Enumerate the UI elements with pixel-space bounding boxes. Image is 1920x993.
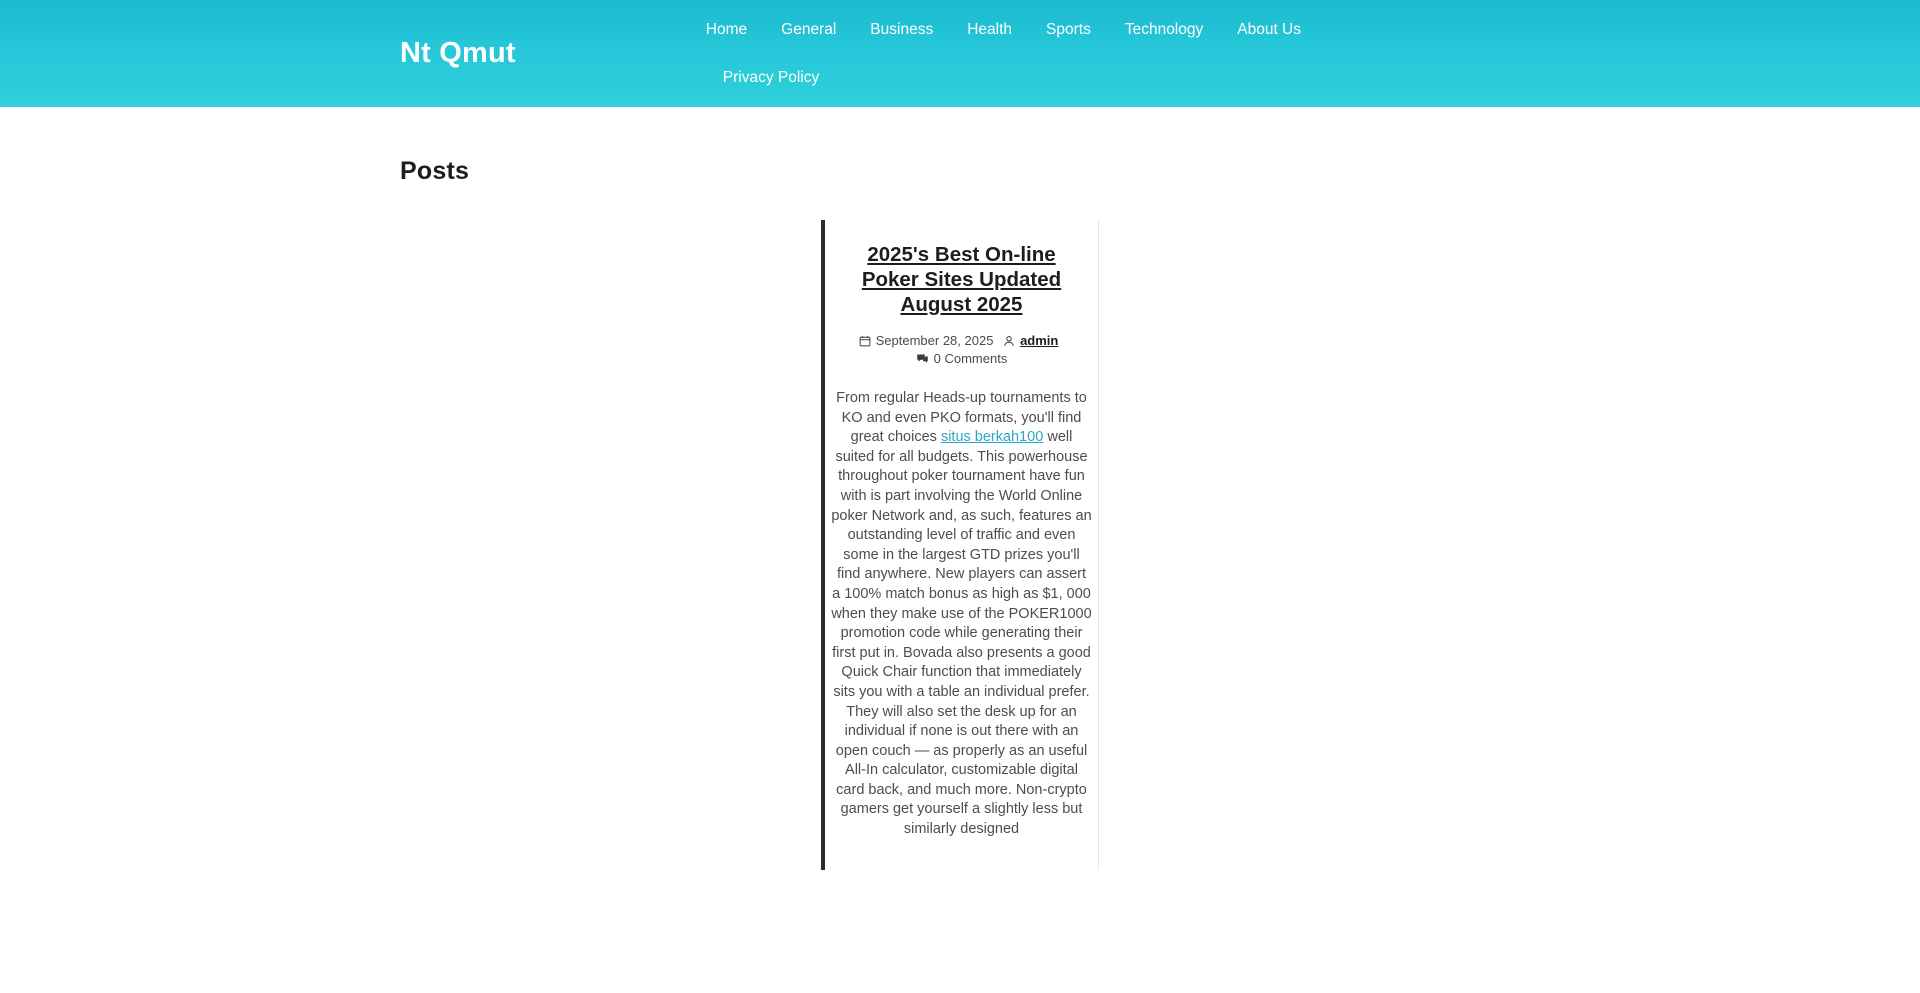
user-icon: [1003, 335, 1015, 351]
nav-item-health[interactable]: Health: [967, 20, 1013, 38]
post-card: [821, 220, 1099, 870]
post-author: [1003, 333, 1058, 348]
nav-item-business[interactable]: Business: [870, 20, 934, 38]
nav-item-home[interactable]: Home: [705, 20, 748, 38]
post-title-link[interactable]: 2025's Best On-line Poker Sites Updated August 2025: [861, 243, 1062, 316]
nav-item-about-us[interactable]: About Us: [1237, 20, 1302, 38]
post-author-link[interactable]: admin: [1020, 333, 1059, 348]
post-date: [859, 333, 997, 348]
post-comments-text: 0 Comments: [933, 351, 1008, 366]
calendar-icon: [859, 335, 871, 351]
post-date-text: September 28, 2025: [875, 333, 994, 348]
post-excerpt-part1: From regular Heads-up tournaments to KO and even PKO formats, you'll find great choices: [836, 390, 1087, 446]
main-navigation: [706, 20, 1326, 88]
site-title[interactable]: Nt Qmut: [400, 37, 516, 69]
nav-item-privacy-policy[interactable]: Privacy Policy: [722, 68, 820, 86]
page-content: [0, 157, 1920, 870]
nav-item-general[interactable]: General: [781, 20, 837, 38]
posts-list: [400, 220, 1520, 870]
comment-icon: [916, 353, 929, 369]
post-comments: [916, 351, 1008, 366]
post-meta: [829, 333, 1094, 369]
nav-item-sports[interactable]: Sports: [1046, 20, 1091, 38]
nav-item-technology[interactable]: Technology: [1124, 20, 1204, 38]
post-excerpt-link[interactable]: situs berkah100: [940, 429, 1044, 446]
page-title: Posts: [400, 157, 470, 185]
header-inner: [0, 20, 1920, 88]
site-header: [0, 0, 1920, 107]
post-excerpt-part2: well suited for all budgets. This powerhouse throughout poker tournament have fun with is part involving the World Online poker Network and, as such, features an outstanding level of traffic and even some in the largest GTD prizes you'll find anywhere. New players can assert a 100% match bonus as high as $1, 000 when they make use of the POKER1000 promotion code while generating their first put in. Bovada also presents a good Quick Chair function that immediately sits you with a table an individual prefer. They will also set the desk up for an individual if none is out there with an open couch — as properly as an useful All-In calculator, customizable digital card back, and much more. Non-crypto gamers get yourself a slightly less but similarly designed: [831, 429, 1092, 838]
post-excerpt: [829, 389, 1094, 840]
